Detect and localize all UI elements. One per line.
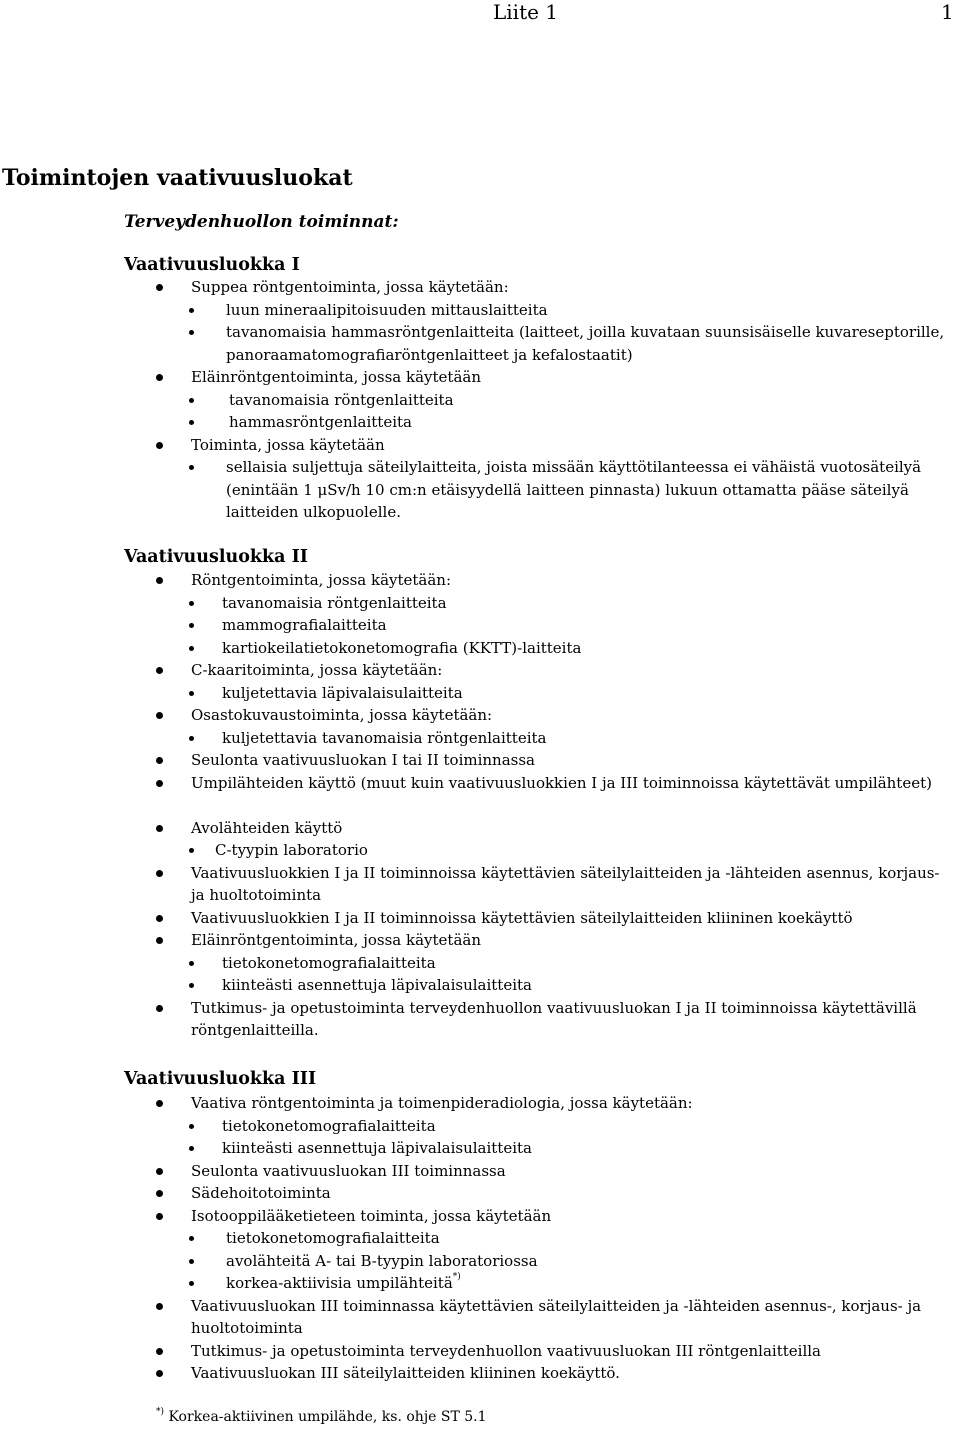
- page-title: Toimintojen vaativuusluokat: [2, 165, 353, 191]
- list-item: kiinteästi asennettuja läpivalaisulaitteita: [0, 974, 960, 997]
- list-item: kuljetettavia läpivalaisulaitteita: [0, 682, 960, 705]
- bullet-icon: [156, 757, 163, 764]
- page-number: 1: [941, 0, 954, 24]
- class-1-list: [0, 276, 960, 524]
- list-item: tavanomaisia hammasröntgenlaitteita (laitteet, joilla kuvataan suunsisäiselle kuvareseptorille, panoraamatomografiaröntgenlaitteet ja kefalostaatit): [0, 321, 960, 366]
- list-item: Umpilähteiden käyttö (muut kuin vaativuusluokkien I ja III toiminnoissa käytettävät umpilähteet): [0, 772, 960, 817]
- list-item: luun mineraalipitoisuuden mittauslaitteita: [0, 299, 960, 322]
- bullet-icon: [156, 442, 163, 449]
- list-item: Osastokuvaustoiminta, jossa käytetään:: [0, 704, 960, 727]
- list-item: tietokonetomografialaitteita: [0, 1115, 960, 1138]
- bullet-icon: [189, 1236, 194, 1241]
- bullet-icon: [189, 1124, 194, 1129]
- class-2-list: [0, 569, 960, 1042]
- bullet-icon: [156, 1168, 163, 1175]
- bullet-icon: [189, 1259, 194, 1264]
- bullet-icon: [156, 1005, 163, 1012]
- bullet-icon: [156, 284, 163, 291]
- list-item: C-tyypin laboratorio: [0, 839, 960, 862]
- list-item: Vaativuusluokkien I ja II toiminnoissa käytettävien säteilylaitteiden kliininen koekäyttö: [0, 907, 960, 930]
- class-3-list: [0, 1092, 960, 1385]
- list-item: Eläinröntgentoiminta, jossa käytetään: [0, 929, 960, 952]
- bullet-icon: [189, 623, 194, 628]
- section-subtitle: Terveydenhuollon toiminnat:: [124, 212, 399, 232]
- list-item: Vaativa röntgentoiminta ja toimenpideradiologia, jossa käytetään:: [0, 1092, 960, 1115]
- list-item: kuljetettavia tavanomaisia röntgenlaitteita: [0, 727, 960, 750]
- bullet-icon: [156, 667, 163, 674]
- class-1-heading: Vaativuusluokka I: [124, 255, 300, 275]
- list-item: Vaativuusluokkien I ja II toiminnoissa käytettävien säteilylaitteiden ja -lähteiden asennus, korjaus- ja huoltotoiminta: [0, 862, 960, 907]
- bullet-icon: [189, 420, 194, 425]
- list-item: sellaisia suljettuja säteilylaitteita, joista missään käyttötilanteessa ei vähäistä vuotosäteilyä (enintään 1 μSv/h 10 cm:n etäisyydellä laitteen pinnasta) lukuun ottamatta pääse säteilyä laitteiden ulkopuolelle.: [0, 456, 960, 524]
- list-item: C-kaaritoiminta, jossa käytetään:: [0, 659, 960, 682]
- bullet-icon: [156, 1190, 163, 1197]
- list-item: Röntgentoiminta, jossa käytetään:: [0, 569, 960, 592]
- bullet-icon: [156, 915, 163, 922]
- list-item: Seulonta vaativuusluokan III toiminnassa: [0, 1160, 960, 1183]
- bullet-icon: [189, 1281, 194, 1286]
- footnote-marker: *): [156, 1407, 165, 1417]
- bullet-icon: [156, 1100, 163, 1107]
- list-item: tavanomaisia röntgenlaitteita: [0, 592, 960, 615]
- bullet-icon: [156, 937, 163, 944]
- list-item: korkea-aktiivisia umpilähteitä*): [0, 1272, 960, 1295]
- bullet-icon: [189, 961, 194, 966]
- list-item: tietokonetomografialaitteita: [0, 952, 960, 975]
- bullet-icon: [156, 1348, 163, 1355]
- footnote-reference: *): [452, 1272, 461, 1282]
- bullet-icon: [189, 465, 194, 470]
- list-item: Sädehoitotoiminta: [0, 1182, 960, 1205]
- bullet-icon: [189, 398, 194, 403]
- list-item: tietokonetomografialaitteita: [0, 1227, 960, 1250]
- list-item: Suppea röntgentoiminta, jossa käytetään:: [0, 276, 960, 299]
- bullet-icon: [189, 1146, 194, 1151]
- list-item: Seulonta vaativuusluokan I tai II toiminnassa: [0, 749, 960, 772]
- list-item: Toiminta, jossa käytetään: [0, 434, 960, 457]
- list-item: tavanomaisia röntgenlaitteita: [0, 389, 960, 412]
- bullet-icon: [156, 1370, 163, 1377]
- bullet-icon: [156, 780, 163, 787]
- bullet-icon: [189, 848, 194, 853]
- bullet-icon: [156, 870, 163, 877]
- bullet-icon: [189, 736, 194, 741]
- bullet-icon: [156, 712, 163, 719]
- bullet-icon: [189, 983, 194, 988]
- list-item: Isotooppilääketieteen toiminta, jossa käytetään: [0, 1205, 960, 1228]
- bullet-icon: [156, 1213, 163, 1220]
- class-2-heading: Vaativuusluokka II: [124, 547, 308, 567]
- list-item: kartiokeilatietokonetomografia (KKTT)-laitteita: [0, 637, 960, 660]
- footnote: [156, 1407, 487, 1427]
- list-item: kiinteästi asennettuja läpivalaisulaitteita: [0, 1137, 960, 1160]
- bullet-icon: [189, 601, 194, 606]
- list-item: Vaativuusluokan III säteilylaitteiden kliininen koekäyttö.: [0, 1362, 960, 1385]
- bullet-icon: [156, 1303, 163, 1310]
- bullet-icon: [156, 825, 163, 832]
- bullet-icon: [156, 577, 163, 584]
- list-item: Tutkimus- ja opetustoiminta terveydenhuollon vaativuusluokan I ja II toiminnoissa käytettävillä röntgenlaitteilla.: [0, 997, 960, 1042]
- bullet-icon: [189, 330, 194, 335]
- list-item: mammografialaitteita: [0, 614, 960, 637]
- list-item: avolähteitä A- tai B-tyypin laboratoriossa: [0, 1250, 960, 1273]
- list-item: Eläinröntgentoiminta, jossa käytetään: [0, 366, 960, 389]
- list-item: hammasröntgenlaitteita: [0, 411, 960, 434]
- footnote-text: Korkea-aktiivinen umpilähde, ks. ohje ST 5.1: [164, 1409, 487, 1425]
- bullet-icon: [156, 374, 163, 381]
- list-item: Tutkimus- ja opetustoiminta terveydenhuollon vaativuusluokan III röntgenlaitteilla: [0, 1340, 960, 1363]
- bullet-icon: [189, 308, 194, 313]
- class-3-heading: Vaativuusluokka III: [124, 1069, 317, 1089]
- list-item: Vaativuusluokan III toiminnassa käytettävien säteilylaitteiden ja -lähteiden asennus-, korjaus- ja huoltotoiminta: [0, 1295, 960, 1340]
- list-item: Avolähteiden käyttö: [0, 817, 960, 840]
- bullet-icon: [189, 691, 194, 696]
- appendix-label: Liite 1: [493, 0, 559, 24]
- bullet-icon: [189, 646, 194, 651]
